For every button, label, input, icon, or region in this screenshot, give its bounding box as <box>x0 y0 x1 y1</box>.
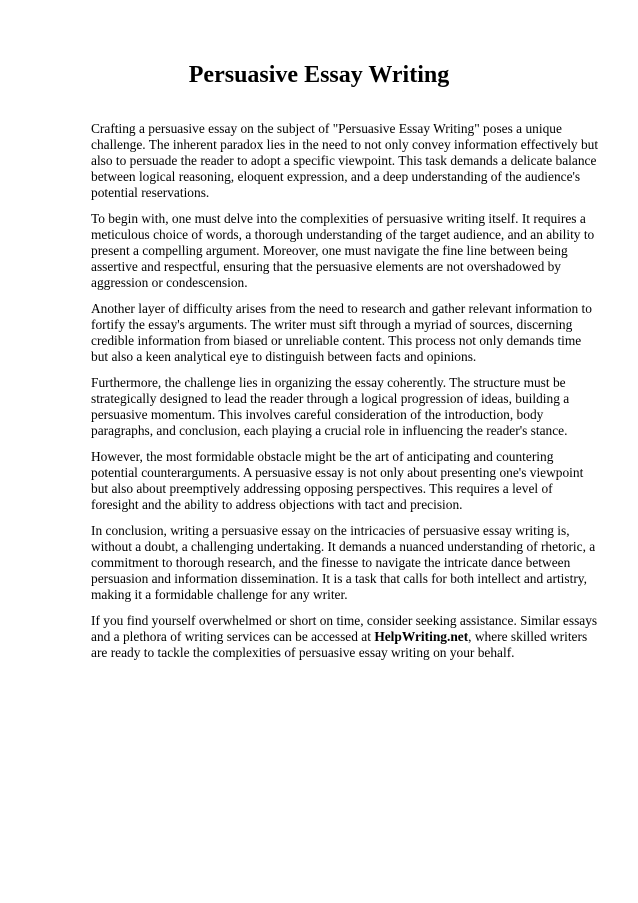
paragraph-organization: Furthermore, the challenge lies in organizing the essay coherently. The structure must be strategically designed to lead the reader through a logical progression of ideas, building a persuasive momentum. This involves careful consideration of the introduction, body paragraphs, and conclusion, each playing a crucial role in influencing the reader's stance. <box>91 375 570 438</box>
paragraph-conclusion: In conclusion, writing a persuasive essay on the intricacies of persuasive essay writing is, without a doubt, a challenging undertaking. It demands a nuanced understanding of rhetoric, a commitment to thorough research, and the finesse to navigate the intricate dance between persuasion and information dissemination. It is a task that calls for both intellect and artistry, making it a formidable challenge for any writer. <box>91 523 596 602</box>
paragraph-closing <box>91 613 601 661</box>
paragraph-intro: Crafting a persuasive essay on the subject of "Persuasive Essay Writing" poses a unique challenge. The inherent paradox lies in the need to not only convey information effectively but also to persuade the reader to adopt a specific viewpoint. This task demands a delicate balance between logical reasoning, eloquent expression, and a deep understanding of the audience's potential reservations. <box>91 121 599 200</box>
paragraph-complexities: To begin with, one must delve into the complexities of persuasive writing itself. It requires a meticulous choice of words, a thorough understanding of the target audience, and an ability to present a compelling argument. Moreover, one must navigate the fine line between being assertive and respectful, ensuring that the persuasive elements are not overshadowed by aggression or condescension. <box>91 211 595 290</box>
helpwriting-link[interactable]: HelpWriting.net <box>374 629 469 644</box>
paragraph-research: Another layer of difficulty arises from the need to research and gather relevant information to fortify the essay's arguments. The writer must sift through a myriad of sources, discerning credible information from biased or unreliable content. This process not only demands time but also a keen analytical eye to distinguish between facts and opinions. <box>91 301 592 364</box>
closing-text-after: , where skilled writers are ready to tackle the complexities of persuasive essay writing on your behalf. <box>91 629 588 660</box>
closing-text-before: If you find yourself overwhelmed or short on time, consider seeking assistance. Similar essays and a plethora of writing services can be accessed at <box>91 613 598 644</box>
document-body <box>91 121 601 671</box>
document-title: Persuasive Essay Writing <box>188 62 450 88</box>
paragraph-counterarguments: However, the most formidable obstacle might be the art of anticipating and countering potential counterarguments. A persuasive essay is not only about presenting one's viewpoint but also about preemptively addressing opposing perspectives. This requires a level of foresight and the ability to address objections with tact and precision. <box>91 449 584 512</box>
